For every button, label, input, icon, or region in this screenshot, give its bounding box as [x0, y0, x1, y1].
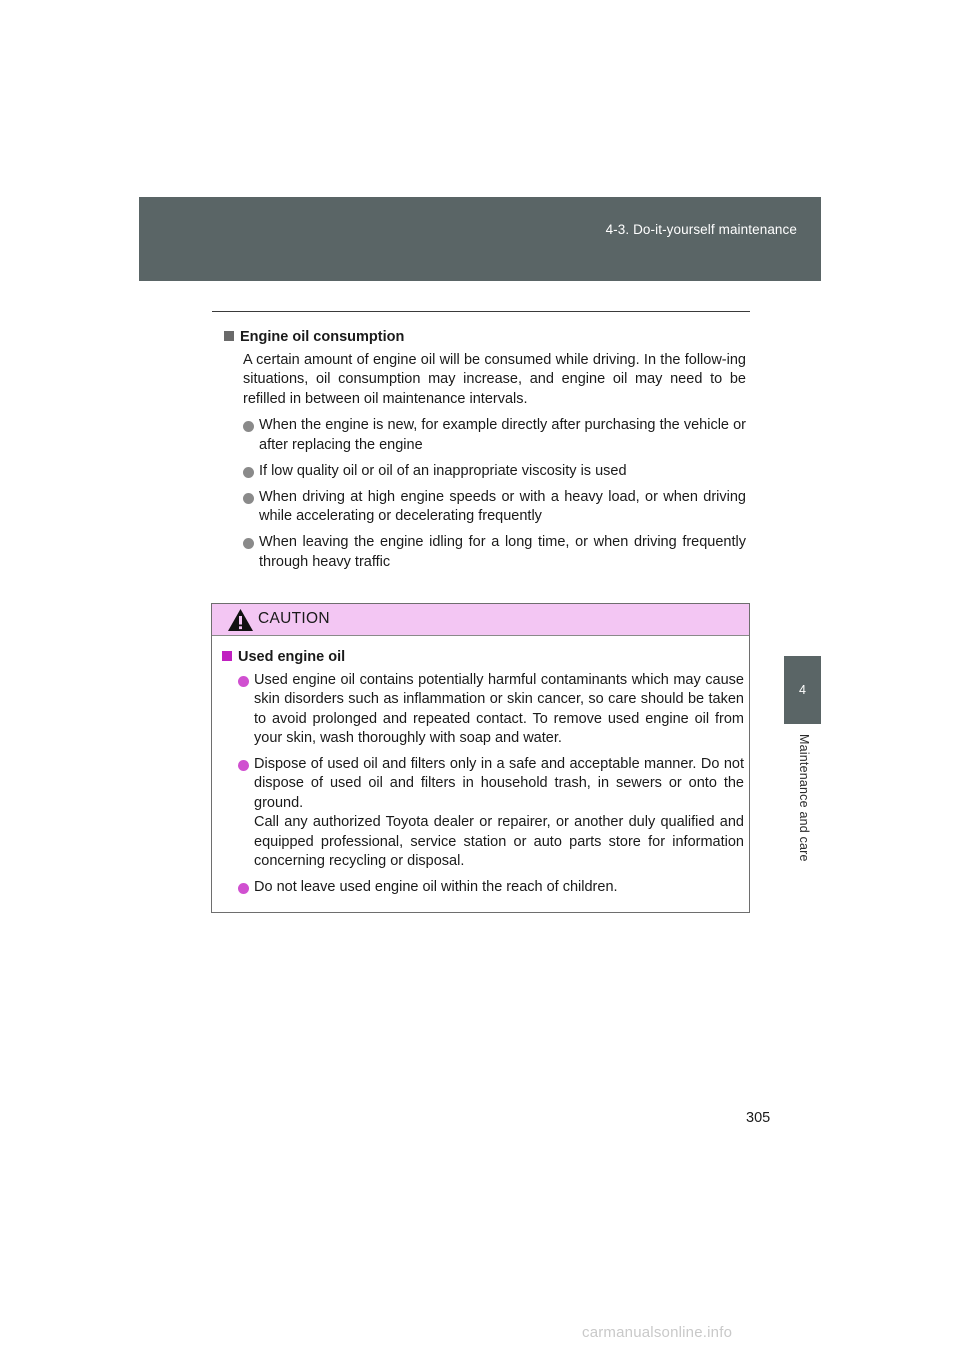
- caution-body: [222, 648, 744, 903]
- circle-bullet-icon: [243, 467, 254, 478]
- chapter-tab: [784, 656, 821, 724]
- square-bullet-icon: [222, 651, 232, 661]
- circle-bullet-icon: [238, 676, 249, 687]
- section-divider: [212, 311, 750, 312]
- list-item: [222, 755, 744, 872]
- page-number: 305: [746, 1110, 771, 1126]
- chapter-number: 4: [799, 683, 806, 697]
- list-item: [224, 488, 746, 527]
- list-item-text: Do not leave used engine oil within the reach of children.: [254, 878, 618, 895]
- engine-oil-consumption-section: [224, 328, 746, 579]
- circle-bullet-icon: [238, 760, 249, 771]
- list-item: [224, 533, 746, 572]
- header-band: [139, 197, 821, 281]
- caution-bullet-list: [222, 671, 744, 898]
- list-item-text: When the engine is new, for example directly after purchasing the vehicle or after replacing the engine: [259, 417, 746, 453]
- list-item: [224, 416, 746, 455]
- list-item: [224, 462, 746, 482]
- caution-box: [211, 603, 750, 913]
- section-intro: A certain amount of engine oil will be consumed while driving. In the follow-ing situations, oil consumption may increase, and engine oil may need to be refilled in between oil maintenance intervals.: [243, 351, 746, 407]
- list-item-continuation: Call any authorized Toyota dealer or repairer, or another duly qualified and equipped professional, service station or auto parts store for information concerning recycling or disposal.: [254, 814, 744, 869]
- list-item-text: When driving at high engine speeds or with a heavy load, or when driving while accelerating or decelerating frequently: [259, 488, 746, 524]
- circle-bullet-icon: [238, 883, 249, 894]
- list-item: [222, 878, 744, 898]
- bullet-list: [224, 416, 746, 572]
- list-item-text: Used engine oil contains potentially harmful contaminants which may cause skin disorders such as inflammation or skin cancer, so care should be taken to avoid prolonged and repeated contact. To remove used engine oil from your skin, wash thoroughly with soap and water.: [254, 671, 744, 746]
- square-bullet-icon: [224, 331, 234, 341]
- section-title: 4-3. Do-it-yourself maintenance: [605, 222, 797, 237]
- caution-title: CAUTION: [258, 610, 330, 627]
- list-item-text: If low quality oil or oil of an inappropriate viscosity is used: [259, 462, 627, 479]
- section-heading-text: Engine oil consumption: [240, 329, 405, 345]
- section-heading: [224, 328, 746, 348]
- caution-subheading-text: Used engine oil: [238, 649, 346, 665]
- watermark: carmanualsonline.info: [582, 1324, 733, 1341]
- circle-bullet-icon: [243, 493, 254, 504]
- circle-bullet-icon: [243, 538, 254, 549]
- caution-header: [212, 604, 749, 636]
- list-item-text: Dispose of used oil and filters only in a safe and acceptable manner. Do not dispose of used oil and filters in household trash, in sewers or onto the ground.: [254, 755, 744, 811]
- caution-subheading: [222, 648, 744, 668]
- circle-bullet-icon: [243, 421, 254, 432]
- warning-triangle-icon: [227, 608, 254, 632]
- list-item: [222, 671, 744, 749]
- chapter-title: Maintenance and care: [797, 734, 811, 862]
- list-item-text: When leaving the engine idling for a long time, or when driving frequently through heavy traffic: [259, 534, 746, 570]
